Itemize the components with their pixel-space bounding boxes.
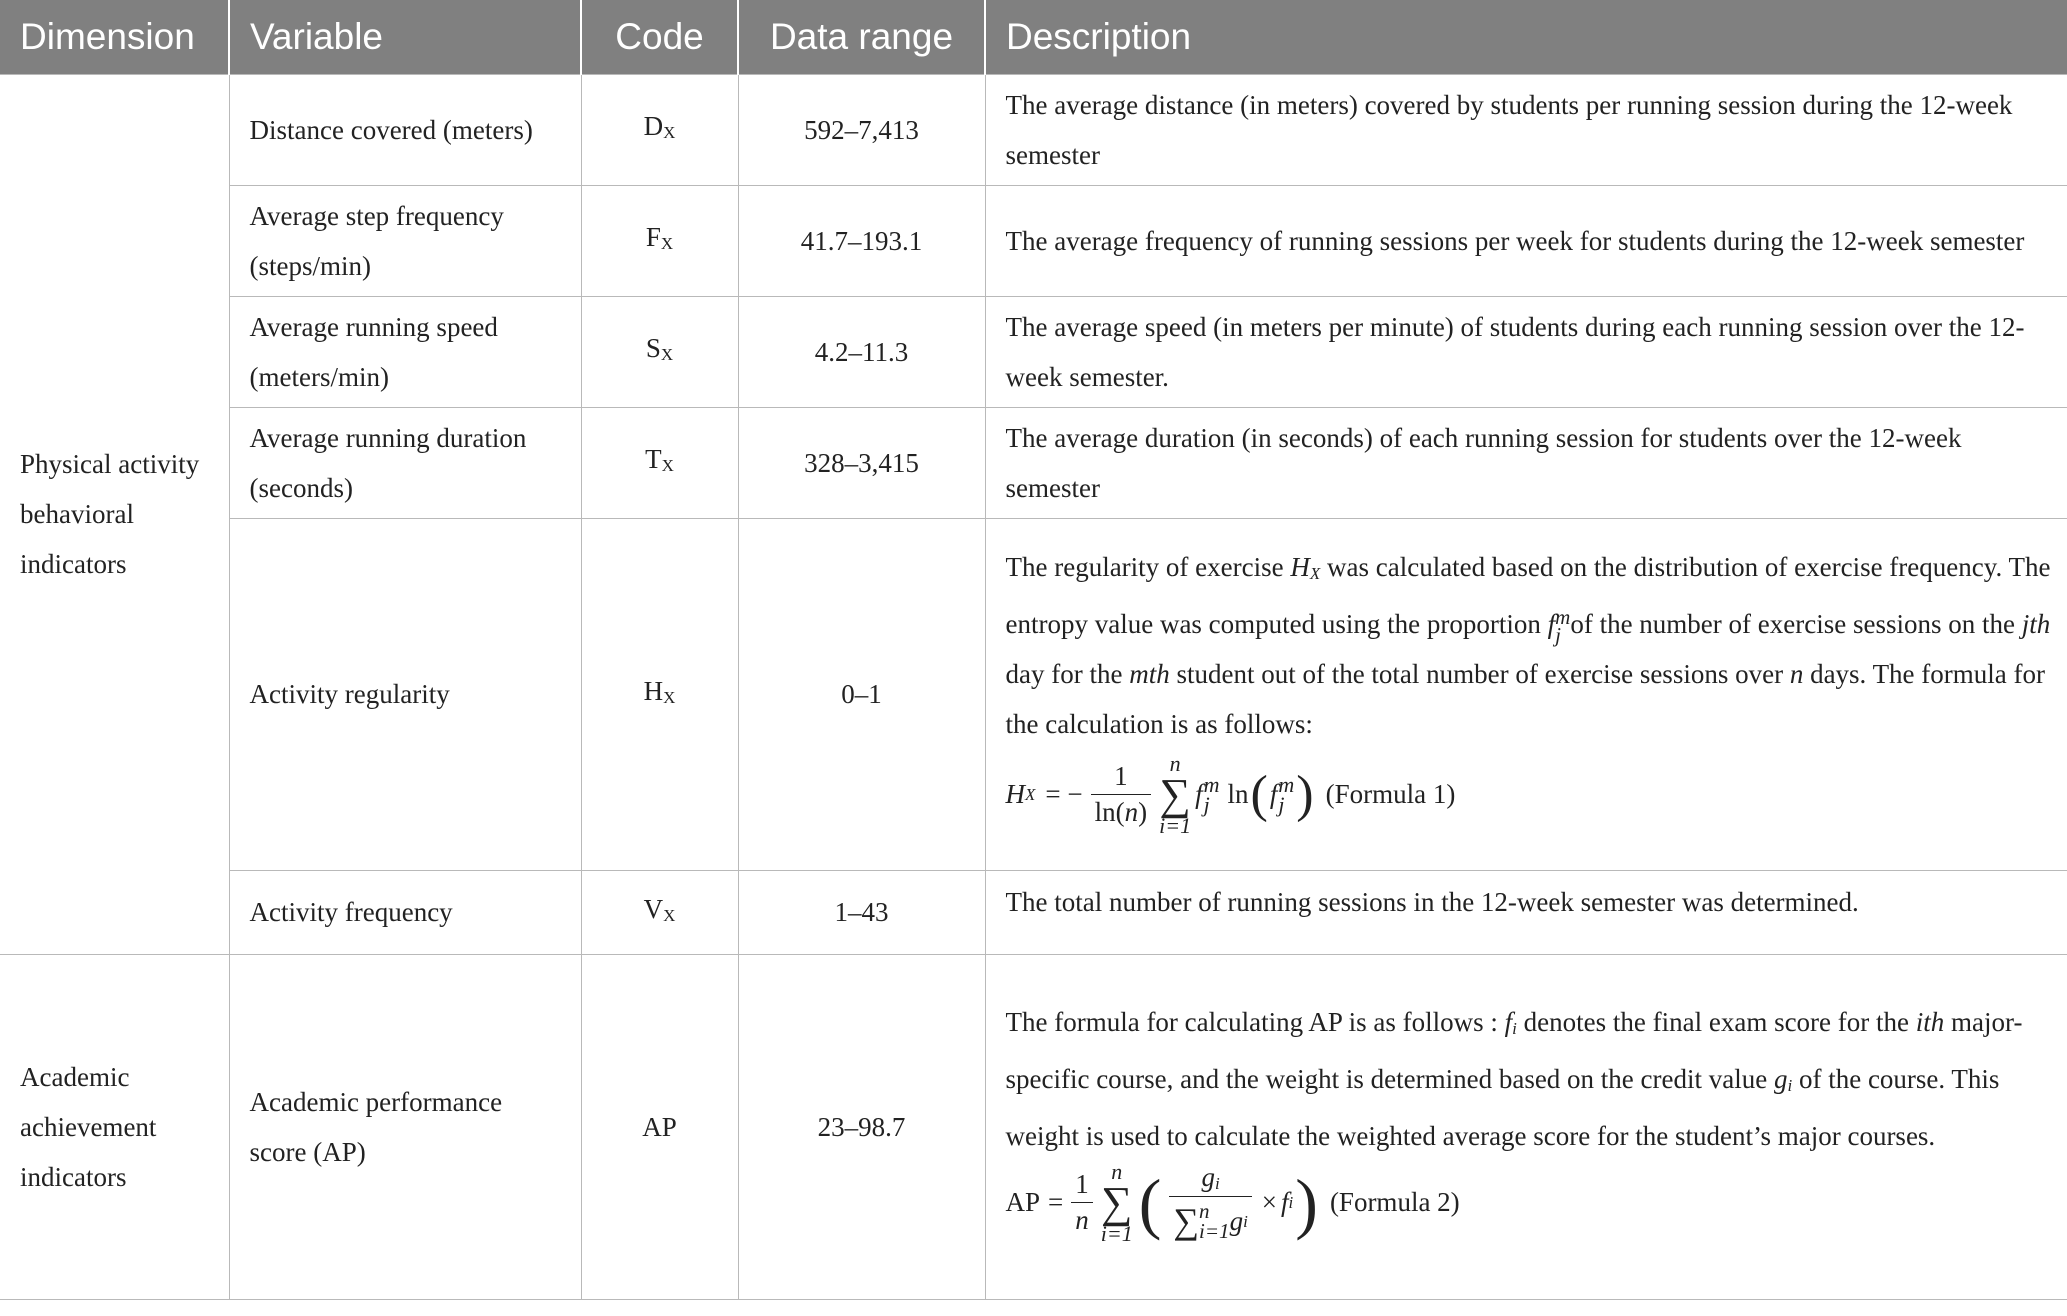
dimension-academic-achievement: Academic achievement indicators bbox=[0, 954, 229, 1299]
code-cell: $F_X$ bbox=[581, 185, 738, 296]
header-description: Description bbox=[985, 0, 2067, 74]
code-cell: AP bbox=[581, 954, 738, 1299]
table-row bbox=[0, 296, 2067, 407]
variable-cell: Activity frequency bbox=[229, 870, 581, 954]
code-cell: $V_X$ bbox=[581, 870, 738, 954]
table-row bbox=[0, 185, 2067, 296]
code-cell: $H_X$ bbox=[581, 518, 738, 870]
table-row bbox=[0, 518, 2067, 870]
variable-cell: Average running duration (seconds) bbox=[229, 407, 581, 518]
formula-1: H X = − $\frac{1}{\ln(n)}$ n ∑ i=1 f m j ln ( f m j ) (Formula 1) bbox=[1005, 750, 1456, 838]
description-cell: The average speed (in meters per minute) of students during each running session over the 12-week semester. bbox=[985, 296, 2067, 407]
formula-2: AP = $\frac{1}{n}$ n ∑ i=1 ( $g_i$ ∑ n i=1 g i × f i ) (Formula 2) bbox=[1005, 1158, 1460, 1246]
header-variable: Variable bbox=[229, 0, 581, 74]
description-cell: The average distance (in meters) covered by students per running session during the 12-week semester bbox=[985, 74, 2067, 185]
range-cell: 41.7–193.1 bbox=[738, 185, 985, 296]
description-text: The formula for calculating AP is as follows : $f_i$ denotes the final exam score for the ith major-specific course, and the weight is determined based on the credit value $g_i$ of the course. This weight is used to calculate the weighted average score for the student’s major courses. bbox=[1005, 1006, 2023, 1151]
header-dimension: Dimension bbox=[0, 0, 229, 74]
description-cell bbox=[985, 954, 2067, 1299]
range-cell: 592–7,413 bbox=[738, 74, 985, 185]
range-cell: 4.2–11.3 bbox=[738, 296, 985, 407]
range-cell: 23–98.7 bbox=[738, 954, 985, 1299]
range-cell: 0–1 bbox=[738, 518, 985, 870]
description-cell bbox=[985, 518, 2067, 870]
header-data-range: Data range bbox=[738, 0, 985, 74]
header-code: Code bbox=[581, 0, 738, 74]
code-cell: $S_X$ bbox=[581, 296, 738, 407]
description-cell: The total number of running sessions in the 12-week semester was determined. bbox=[985, 870, 2067, 954]
range-cell: 328–3,415 bbox=[738, 407, 985, 518]
variable-cell: Distance covered (meters) bbox=[229, 74, 581, 185]
variable-cell: Average running speed (meters/min) bbox=[229, 296, 581, 407]
table-row bbox=[0, 407, 2067, 518]
code-cell: $T_X$ bbox=[581, 407, 738, 518]
dimension-physical-activity: Physical activity behavioral indicators bbox=[0, 74, 229, 954]
table-row bbox=[0, 74, 2067, 185]
description-cell: The average duration (in seconds) of each running session for students over the 12-week semester bbox=[985, 407, 2067, 518]
variable-cell: Activity regularity bbox=[229, 518, 581, 870]
header-row bbox=[0, 0, 2067, 74]
variable-cell: Academic performance score (AP) bbox=[229, 954, 581, 1299]
description-text: The regularity of exercise $H_X$ was calculated based on the distribution of exercise frequency. The entropy value was computed using the proportion f m j of the number of exercise sessions on the jth day for the mth student out of the total number of exercise sessions over n days. The formula for the calculation is as follows: bbox=[1005, 551, 2051, 739]
description-cell: The average frequency of running sessions per week for students during the 12-week semester bbox=[985, 185, 2067, 296]
variable-cell: Average step frequency (steps/min) bbox=[229, 185, 581, 296]
code-cell: $D_X$ bbox=[581, 74, 738, 185]
range-cell: 1–43 bbox=[738, 870, 985, 954]
table-row bbox=[0, 870, 2067, 954]
table-row bbox=[0, 954, 2067, 1299]
